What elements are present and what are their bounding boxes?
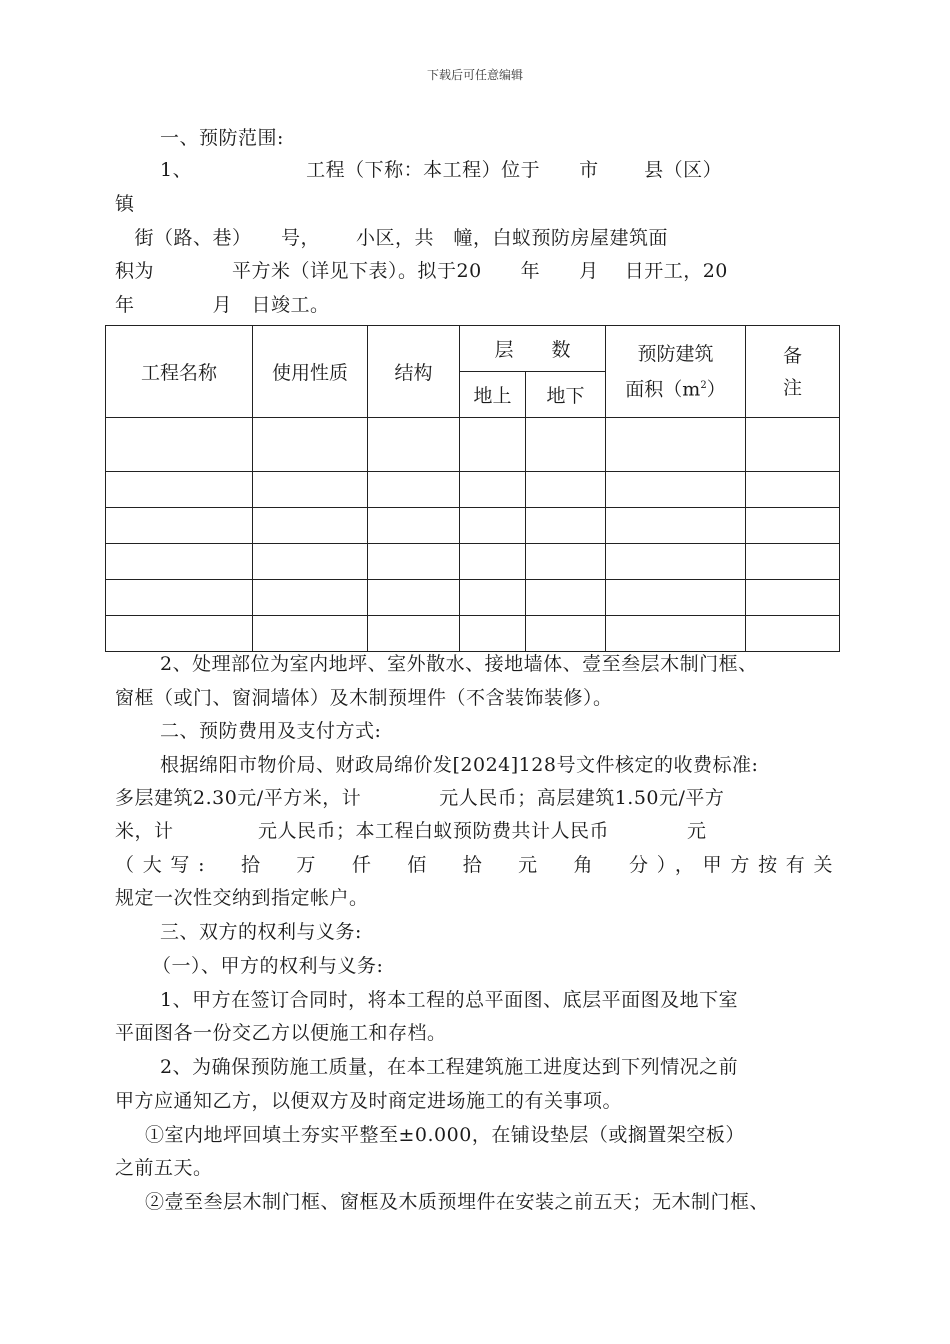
page-header-note: 下载后可任意编辑: [426, 68, 523, 82]
header-below-ground: 地下: [526, 372, 606, 418]
header-note: [746, 326, 840, 418]
header-area-superscript: 2: [700, 379, 707, 391]
text-line: 2、处理部位为室内地坪、室外散水、接地墙体、壹至叁层木制门框、: [160, 653, 758, 675]
header-area-close: ）: [706, 378, 726, 401]
table-row: [106, 580, 840, 616]
header-note-line1: 备: [783, 344, 803, 367]
header-above-ground: 地上: [460, 372, 526, 418]
text-line: 积为 平方米（详见下表）。拟于20 年 月 日开工，20: [115, 260, 728, 282]
table-row: [106, 508, 840, 544]
text-line: 甲方应通知乙方，以便双方及时商定进场施工的有关事项。: [115, 1090, 623, 1112]
project-table: [105, 325, 840, 652]
text-line: 2、为确保预防施工质量，在本工程建筑施工进度达到下列情况之前: [160, 1056, 739, 1078]
header-area: [606, 326, 746, 418]
text-line: ②壹至叁层木制门框、窗框及木质预埋件在安装之前五天；无木制门框、: [145, 1191, 770, 1213]
text-line: 镇: [115, 193, 135, 215]
section-3-heading: 三、双方的权利与义务:: [160, 921, 362, 943]
text-line: 根据绵阳市物价局、财政局绵价发[2024]128号文件核定的收费标准:: [160, 754, 759, 776]
text-line: 1、甲方在签订合同时，将本工程的总平面图、底层平面图及地下室: [160, 989, 739, 1011]
text-line: 多层建筑2.30元/平方米，计 元人民币；高层建筑1.50元/平方: [115, 787, 725, 809]
table-row: [106, 472, 840, 508]
text-line: 平面图各一份交乙方以便施工和存档。: [115, 1022, 447, 1044]
header-structure: 结构: [368, 326, 460, 418]
section-1-heading: 一、预防范围:: [160, 127, 284, 149]
header-project-name: 工程名称: [106, 326, 253, 418]
text-line: （大写: 拾 万 仟 佰 拾 元 角 分），甲方按有关: [115, 854, 833, 876]
text-line: 年 月 日竣工。: [115, 294, 330, 316]
text-line: 规定一次性交纳到指定帐户。: [115, 887, 369, 909]
text-line: 之前五天。: [115, 1157, 213, 1179]
text-line: 窗框（或门、窗洞墙体）及木制预埋件（不含装饰装修）。: [115, 687, 613, 709]
section-2-heading: 二、预防费用及支付方式:: [160, 720, 382, 742]
header-area-line1: 预防建筑: [637, 342, 714, 365]
table-row: [106, 616, 840, 652]
header-usage: 使用性质: [253, 326, 368, 418]
text-line: ①室内地坪回填土夯实平整至±0.000，在铺设垫层（或搁置架空板）: [145, 1124, 745, 1146]
subsection-heading: （一）、甲方的权利与义务:: [152, 955, 384, 977]
table-row: [106, 544, 840, 580]
text-line: 街（路、巷） 号， 小区，共 幢，白蚁预防房屋建筑面: [115, 227, 669, 249]
header-floors: 层 数: [460, 326, 606, 372]
header-area-line2: 面积（m: [625, 378, 701, 401]
text-line: 1、 工程（下称：本工程）位于 市 县（区）: [160, 159, 723, 181]
header-note-line2: 注: [783, 376, 803, 399]
table-row: [106, 418, 840, 472]
text-line: 米，计 元人民币；本工程白蚁预防费共计人民币 元: [115, 820, 707, 842]
